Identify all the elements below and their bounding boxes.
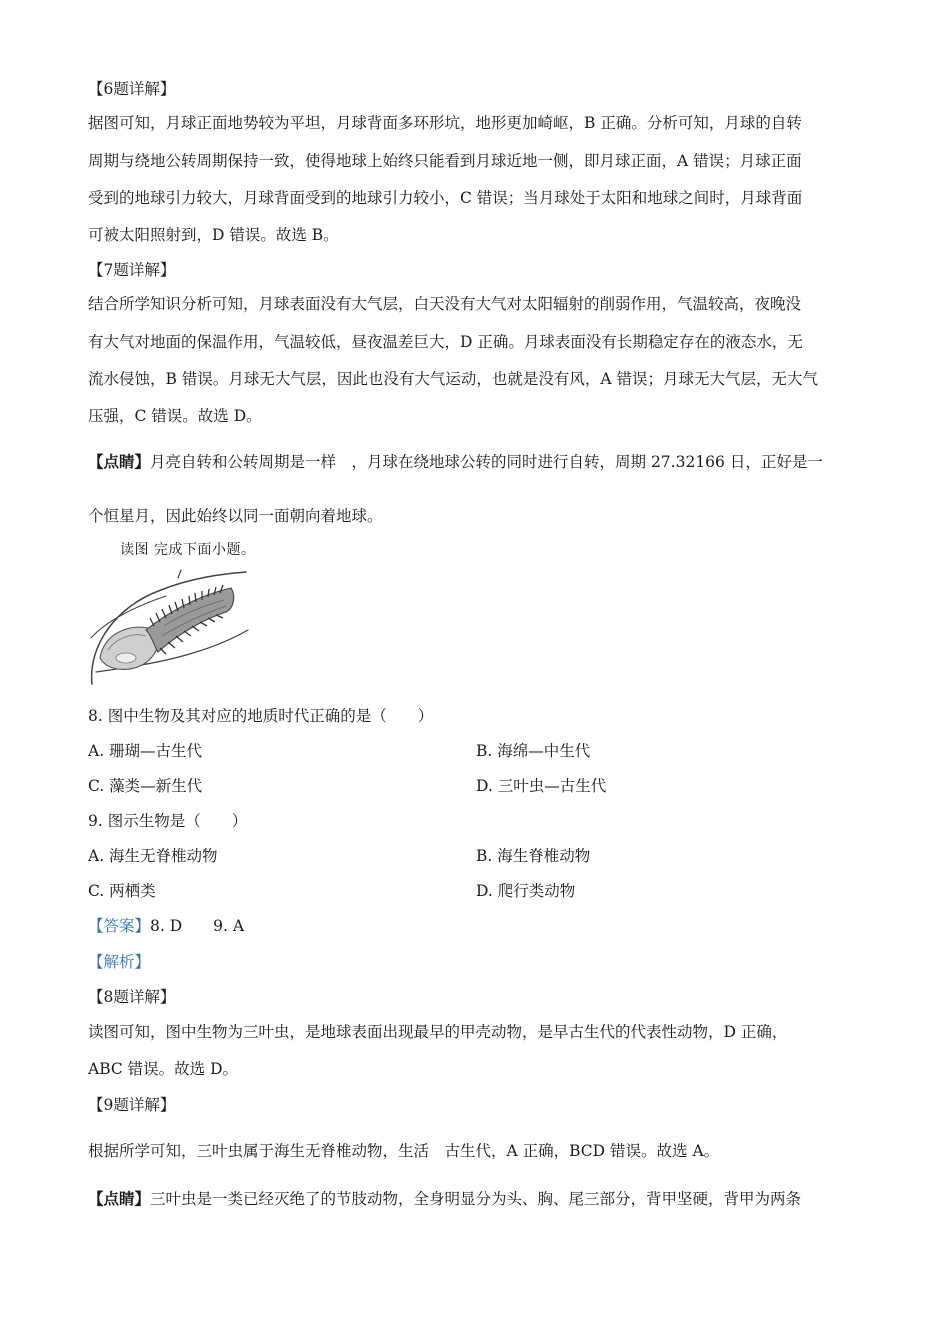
q9-option-c: C. 两栖类 [88,882,156,900]
read-figure-intro: 读图 完成下面小题。 [120,542,256,558]
dianjing-1-line-2: 个恒星月，因此始终以同一面朝向着地球。 [88,507,383,525]
answer-line [88,916,244,936]
dianjing-2-line [88,1189,864,1209]
q9-option-a: A. 海生无脊椎动物 [88,847,218,865]
q8-detail-line-1: 读图可知，图中生物为三叶虫，是地球表面出现最早的甲壳动物，是早古生代的代表性动物，D 正确， [88,1023,788,1041]
analysis-label: 【解析】 [88,953,151,971]
q8-option-d: D. 三叶虫—古生代 [476,777,607,795]
q6-line-2: 周期与绕地公转周期保持一致，使得地球上始终只能看到月球近地一侧，即月球正面，A 错误；月球正面 [88,152,802,170]
q8-option-b: B. 海绵—中生代 [476,742,591,760]
q6-line-3: 受到的地球引力较大，月球背面受到的地球引力较小，C 错误；当月球处于太阳和地球之间时，月球背面 [88,189,803,207]
dianjing-label: 【点睛】 [88,452,151,471]
q7-heading: 【7题详解】 [88,261,176,279]
q8-detail-heading: 【8题详解】 [88,988,176,1006]
q8-option-c: C. 藻类—新生代 [88,777,203,795]
answer-text: 8. D 9. A [150,917,245,935]
q9-detail-heading: 【9题详解】 [88,1096,176,1114]
q8-stem: 8. 图中生物及其对应的地质时代正确的是（ ） [88,707,434,725]
dianjing-2-label: 【点睛】 [88,1189,151,1208]
trilobite-figure [86,566,252,686]
dianjing-2-text: 三叶虫是一类已经灭绝了的节肢动物，全身明显分为头、胸、尾三部分，背甲坚硬，背甲为两条 [150,1190,802,1208]
q7-line-4: 压强，C 错误。故选 D。 [88,407,262,425]
q7-line-3: 流水侵蚀，B 错误。月球无大气层，因此也没有大气运动，也就是没有风，A 错误；月球无大气层，无大气 [88,370,818,388]
q6-line-1: 据图可知，月球正面地势较为平坦，月球背面多环形坑，地形更加崎岖，B 正确。分析可知，月球的自转 [88,114,802,132]
q9-option-b: B. 海生脊椎动物 [476,847,591,865]
q6-heading: 【6题详解】 [88,80,176,98]
q9-stem: 9. 图示生物是（ ） [88,812,248,830]
q6-line-4: 可被太阳照射到，D 错误。故选 B。 [88,226,339,244]
q9-option-d: D. 爬行类动物 [476,882,576,900]
q8-option-a: A. 珊瑚—古生代 [88,742,203,760]
q9-detail-line: 根据所学可知，三叶虫属于海生无脊椎动物，生活 古生代，A 正确，BCD 错误。故选 A。 [88,1142,720,1160]
q8-detail-line-2: ABC 错误。故选 D。 [88,1060,239,1078]
answer-label: 【答案】 [88,917,151,935]
dianjing-1-text: 月亮自转和公转周期是一样 ，月球在绕地球公转的同时进行自转，周期 27.32166 日，正好是一 [150,453,823,471]
q7-line-1: 结合所学知识分析可知，月球表面没有大气层，白天没有大气对太阳辐射的削弱作用，气温较高，夜晚没 [88,295,802,313]
q7-line-2: 有大气对地面的保温作用，气温较低，昼夜温差巨大，D 正确。月球表面没有长期稳定存在的液态水，无 [88,333,803,351]
dianjing-1-line-1 [88,452,864,472]
